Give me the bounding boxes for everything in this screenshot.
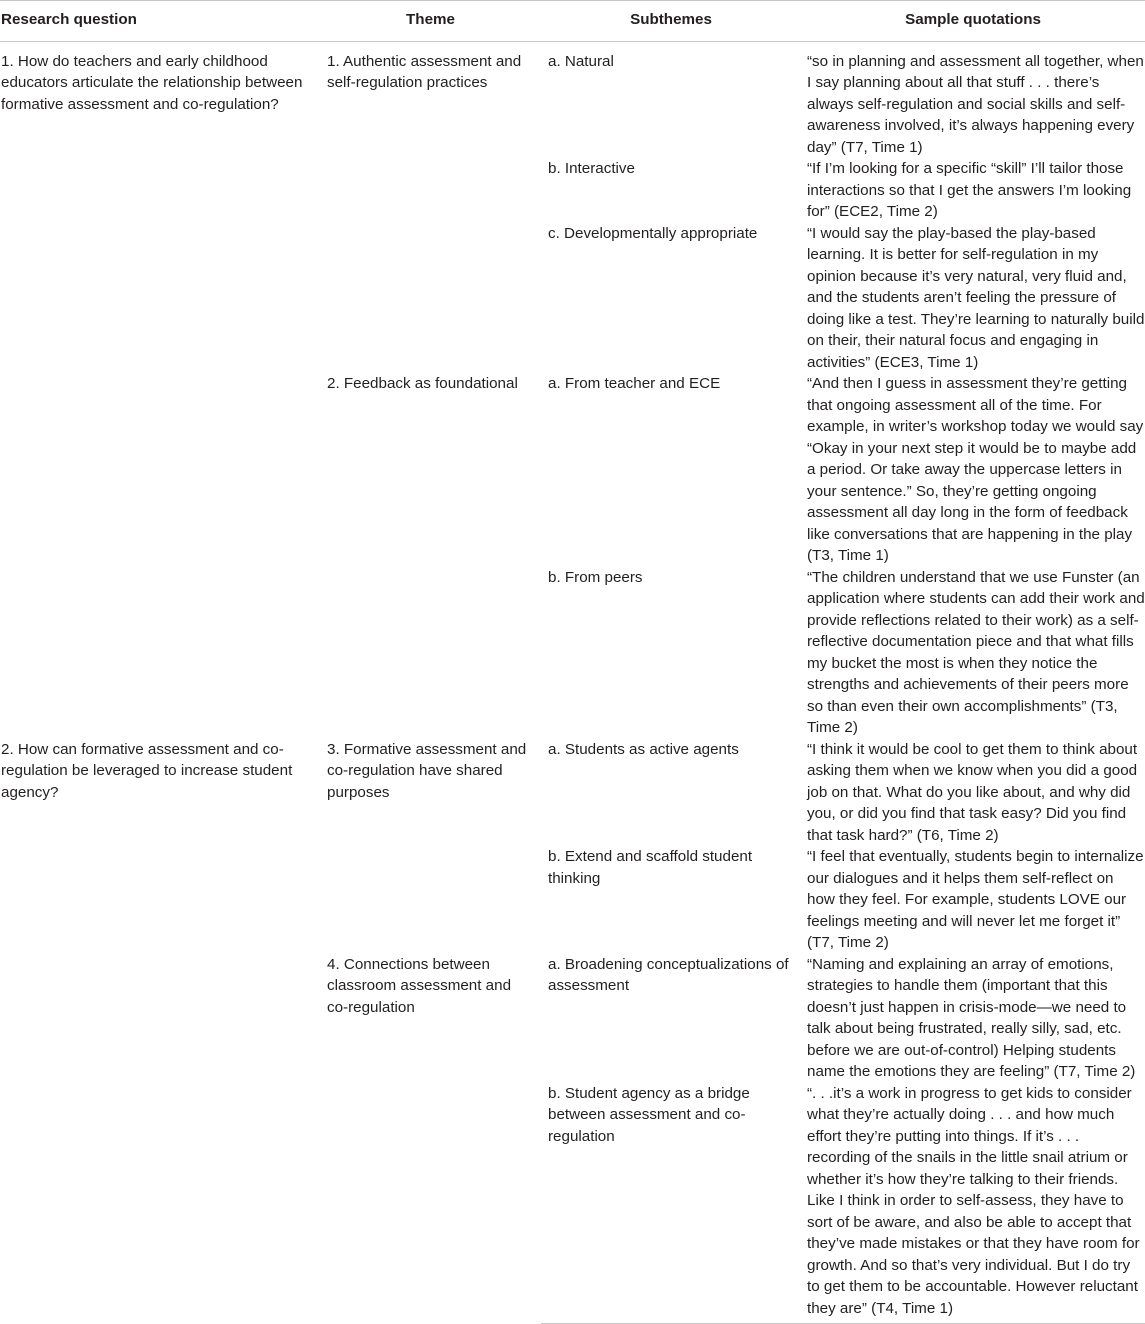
theme-1: 1. Authentic assessment and self-regulation practices	[327, 52, 522, 91]
header-sample-quotations: Sample quotations	[801, 1, 1145, 42]
subtheme-cell: b. Student agency as a bridge between assessment and co-regulation	[541, 1083, 801, 1324]
quotation-cell: “I feel that eventually, students begin to internalize our dialogues and it helps them self-reflect on how they feel. For example, students LOVE our feelings meeting and will never let me forget it” (T7, Time 2)	[807, 848, 1144, 951]
header-row	[0, 1, 1145, 42]
header-subthemes: Subthemes	[541, 1, 801, 42]
theme-3: 3. Formative assessment and co-regulation have shared purposes	[327, 740, 527, 801]
theme-4: 4. Connections between classroom assessment and co-regulation	[327, 955, 512, 1016]
quotation-cell: “The children understand that we use Funster (an application where students can add their work and provide reflections related to their work) as a self-reflective documentation piece and that what fills my bucket the most is when they notice the strengths and achievements of their peers more so than even their own accomplishments” (T3, Time 2)	[807, 568, 1145, 736]
theme-2: 2. Feedback as foundational	[327, 375, 518, 392]
header-theme: Theme	[320, 1, 541, 42]
quotation-cell: “And then I guess in assessment they’re getting that ongoing assessment all of the time. For example, in writer’s workshop today we would say “Okay in your next step it would be to maybe add a period. Or take away the uppercase letters in your sentence.” So, they’re getting ongoing assessment all day long in the form of feedback like conversations that are happening in the play (T3, Time 1)	[807, 375, 1144, 564]
subtheme-cell: a. Broadening conceptualizations of assessment	[548, 955, 789, 994]
subtheme-cell: c. Developmentally appropriate	[548, 224, 758, 242]
quotation-cell: “I would say the play-based the play-based learning. It is better for self-regulation in my opinion because it’s very natural, very fluid and, and the students aren’t feeling the pressure of doing like a test. They’re learning to naturally build on their, their natural focus and engaging in activities” (ECE3, Time 1)	[807, 224, 1145, 371]
subtheme-cell: a. From teacher and ECE	[548, 375, 721, 392]
subtheme-cell: a. Students as active agents	[548, 740, 739, 758]
research-question-1: 1. How do teachers and early childhood educators articulate the relationship between formative assessment and co-regulation?	[1, 52, 303, 113]
subtheme-cell: b. From peers	[548, 568, 643, 586]
subtheme-cell: b. Interactive	[548, 160, 635, 177]
research-question-2: 2. How can formative assessment and co-regulation be leveraged to increase student agency?	[1, 740, 293, 801]
subtheme-cell: b. Extend and scaffold student thinking	[548, 848, 753, 887]
quotation-cell: “. . .it’s a work in progress to get kids to consider what they’re actually doing . . . and how much effort they’re putting into things. If it’s . . . recording of the snails in the little snail atrium or whether it’s how they’re talking to their friends. Like I think in order to self-assess, they have to sort of be aware, and also be able to accept that they’ve made mistakes or that they have room for growth. And so that’s very individual. But I do try to get them to be accountable. However reluctant they are” (T4, Time 1)	[801, 1083, 1145, 1324]
header-research-question: Research question	[0, 1, 320, 42]
quotation-cell: “Naming and explaining an array of emotions, strategies to handle them (important that this doesn’t just happen in crisis-mode—we need to talk about being frustrated, really silly, sad, etc. before we are out-of-control) Helping students name the emotions they are feeling” (T7, Time 2)	[807, 955, 1136, 1080]
quotation-cell: “so in planning and assessment all together, when I say planning about all that stuff . . . there’s always self-regulation and social skills and self-awareness involved, it’s always happening every day” (T7, Time 1)	[807, 52, 1144, 156]
quotation-cell: “If I’m looking for a specific “skill” I’ll tailor those interactions so that I get the answers I’m looking for” (ECE2, Time 2)	[807, 160, 1132, 220]
subtheme-cell: a. Natural	[548, 52, 614, 70]
table-row	[0, 739, 1145, 847]
quotation-cell: “I think it would be cool to get them to think about asking them when we know when you did a good job on that. What do you like about, and why did you, or did you find that task easy? Did you find that task hard?” (T6, Time 2)	[807, 740, 1138, 844]
table-row	[0, 41, 1145, 158]
